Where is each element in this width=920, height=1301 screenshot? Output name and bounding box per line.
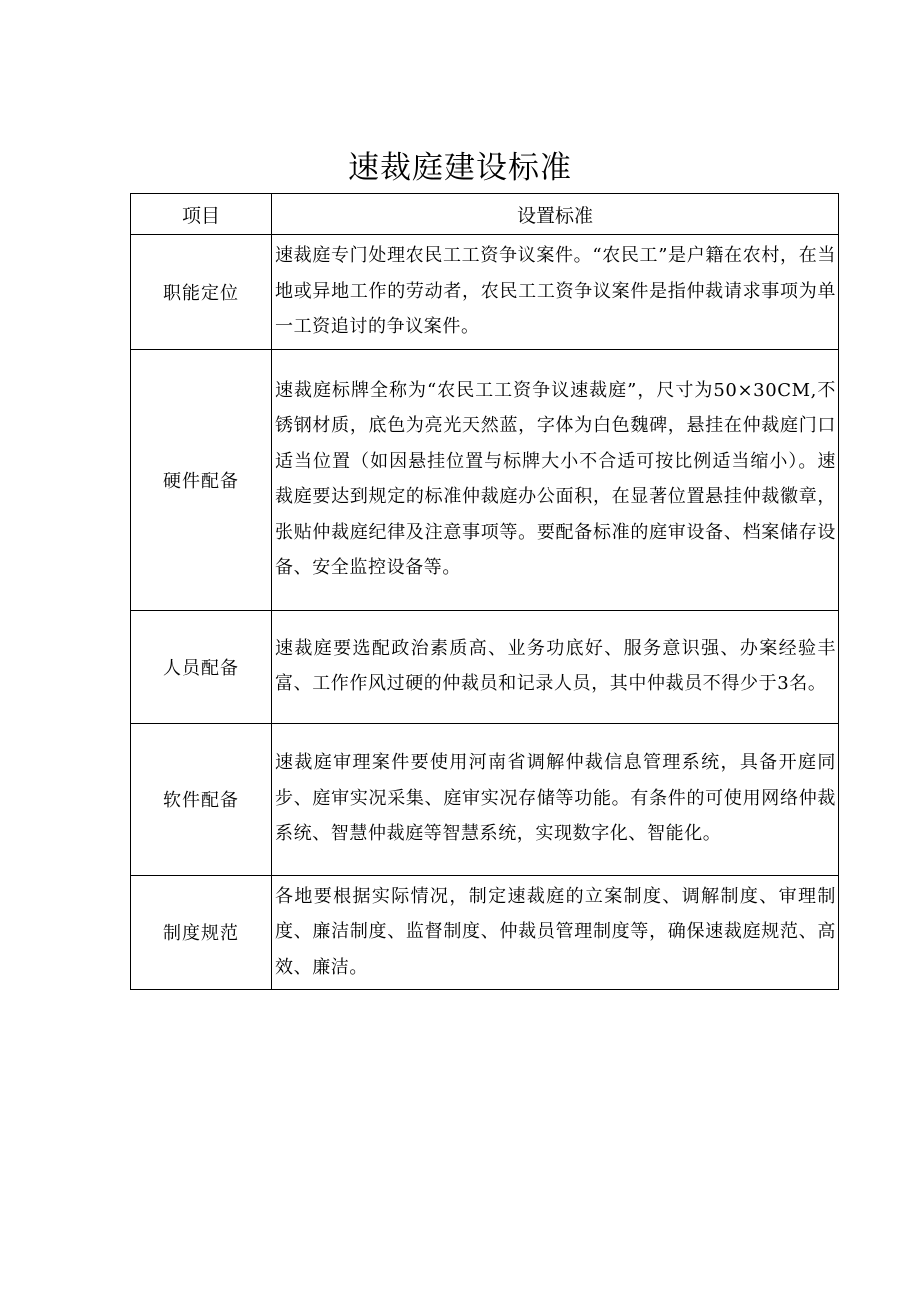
row-standard-text: 速裁庭审理案件要使用河南省调解仲裁信息管理系统，具备开庭同步、庭审实况采集、庭审实况存储等功能。有条件的可使用网络仲裁系统、智慧仲裁庭等智慧系统，实现数字化、智能化。 [272, 723, 839, 875]
page-title: 速裁庭建设标准 [348, 150, 572, 186]
row-standard-text: 速裁庭标牌全称为“农民工工资争议速裁庭”，尺寸为50×30CM,不锈钢材质，底色为亮光天然蓝，字体为白色魏碑，悬挂在仲裁庭门口适当位置（如因悬挂位置与标牌大小不合适可按比例适当缩小）。速裁庭要达到规定的标准仲裁庭办公面积，在显著位置悬挂仲裁徽章，张贴仲裁庭纪律及注意事项等。要配备标准的庭审设备、档案储存设备、安全监控设备等。 [272, 349, 839, 610]
table-row [131, 235, 839, 350]
standards-table [130, 193, 839, 990]
row-standard-text: 速裁庭专门处理农民工工资争议案件。“农民工”是户籍在农村，在当地或异地工作的劳动者，农民工工资争议案件是指仲裁请求事项为单一工资追讨的争议案件。 [272, 235, 839, 350]
table-row [131, 875, 839, 990]
header-standard: 设置标准 [272, 194, 839, 235]
table-row [131, 610, 839, 723]
row-item-label: 人员配备 [131, 610, 272, 723]
table-header-row [131, 194, 839, 235]
table-row [131, 723, 839, 875]
row-standard-text: 速裁庭要选配政治素质高、业务功底好、服务意识强、办案经验丰富、工作作风过硬的仲裁员和记录人员，其中仲裁员不得少于3名。 [272, 610, 839, 723]
row-item-label: 制度规范 [131, 875, 272, 990]
row-item-label: 职能定位 [131, 235, 272, 350]
row-item-label: 硬件配备 [131, 349, 272, 610]
row-standard-text: 各地要根据实际情况，制定速裁庭的立案制度、调解制度、审理制度、廉洁制度、监督制度、仲裁员管理制度等，确保速裁庭规范、高效、廉洁。 [272, 875, 839, 990]
row-item-label: 软件配备 [131, 723, 272, 875]
header-item: 项目 [131, 194, 272, 235]
table-row [131, 349, 839, 610]
